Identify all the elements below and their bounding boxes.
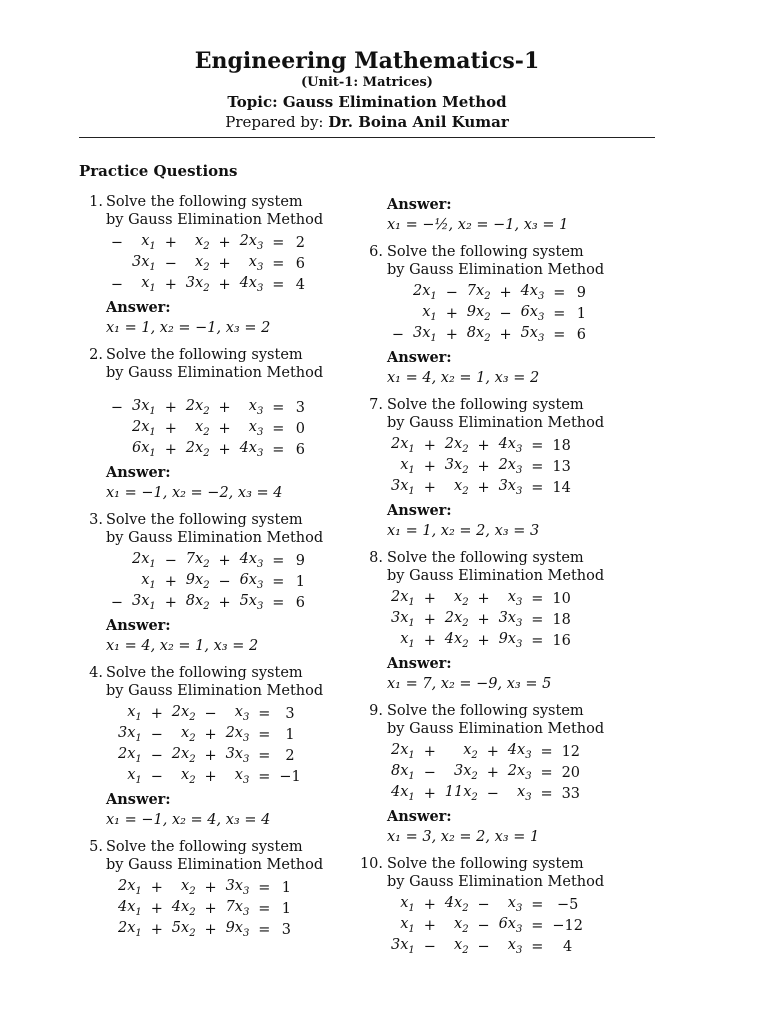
answer-label: Answer: xyxy=(387,655,452,672)
answer-value: x₁ = 1, x₂ = −1, x₃ = 2 xyxy=(106,320,271,336)
instruction-line-1: Solve the following system xyxy=(387,703,584,719)
instruction-line-2: by Gauss Elimination Method xyxy=(387,720,605,737)
instruction-line-2: by Gauss Elimination Method xyxy=(387,414,605,431)
instruction-line-2: by Gauss Elimination Method xyxy=(387,567,605,584)
question-6 xyxy=(355,244,655,389)
answer-label: Answer: xyxy=(106,791,171,808)
question-3 xyxy=(79,512,349,657)
equation-system: $2x_1$ + $x_2$ + $3x_3$ = 1 $4x_1$ + $4x_2$ + $7x_3$ = 1 $2x_1$ + $5x_2$ + $9x_3$ = 3 xyxy=(118,878,291,939)
question-number: 4. xyxy=(89,665,103,681)
equation-system: $x_1$ + $4x_2$ − $x_3$ = −5 $x_1$ + $x_2$ − $6x_3$ = −12 $3x_1$ − $x_2$ − $x_3$ = 4 xyxy=(391,895,583,956)
document-header xyxy=(0,48,734,132)
instruction-line-1: Solve the following system xyxy=(387,550,584,566)
instruction-line-1: Solve the following system xyxy=(106,347,303,363)
instruction-line-1: Solve the following system xyxy=(106,839,303,855)
question-number: 7. xyxy=(369,397,383,413)
instruction-line-2: by Gauss Elimination Method xyxy=(106,856,324,873)
unit-subtitle: (Unit-1: Matrices) xyxy=(301,75,433,90)
instruction-line-2: by Gauss Elimination Method xyxy=(106,529,324,546)
question-5 xyxy=(79,839,349,940)
equation-system: $2x_1$ + $x_2$ + $x_3$ = 10 $3x_1$ + $2x_2$ + $3x_3$ = 18 $x_1$ + $4x_2$ + $9x_3$ = 16 xyxy=(391,589,571,650)
prepared-prefix: Prepared by: xyxy=(225,113,324,131)
instruction-line-2: by Gauss Elimination Method xyxy=(106,364,324,381)
instruction-line-2: by Gauss Elimination Method xyxy=(387,873,605,890)
left-column xyxy=(79,194,349,948)
question-7 xyxy=(355,397,655,542)
section-title: Practice Questions xyxy=(79,162,238,180)
answer-label: Answer: xyxy=(387,808,452,825)
equation-system: $x_1$ + $2x_2$ − $x_3$ = 3 $3x_1$ − $x_2$ + $2x_3$ = 1 $2x_1$ − $2x_2$ + $3x_3$ = 2 $x_1$ − $x_2$ + $x_3$ = −1 xyxy=(118,704,301,786)
equation-system: $2x_1$ + $2x_2$ + $4x_3$ = 18 $x_1$ + $3x_2$ + $2x_3$ = 13 $3x_1$ + $x_2$ + $3x_3$ = 14 xyxy=(391,436,571,497)
question-number: 2. xyxy=(89,347,103,363)
question-number: 5. xyxy=(89,839,103,855)
question-1 xyxy=(79,194,349,339)
question-number: 8. xyxy=(369,550,383,566)
document-title: Engineering Mathematics-1 xyxy=(194,48,540,74)
equation-system: − $x_1$ + $x_2$ + $2x_3$ = 2 $3x_1$ − $x_2$ + $x_3$ = 6 − $x_1$ + $3x_2$ + $4x_3$ = 4 xyxy=(110,233,305,294)
instruction-line-2: by Gauss Elimination Method xyxy=(106,211,324,228)
answer-value: x₁ = 4, x₂ = 1, x₃ = 2 xyxy=(106,638,259,654)
answer-label: Answer: xyxy=(387,196,452,213)
answer-label: Answer: xyxy=(106,299,171,316)
instruction-line-1: Solve the following system xyxy=(387,397,584,413)
answer-label: Answer: xyxy=(387,349,452,366)
question-number: 9. xyxy=(369,703,383,719)
answer-value: x₁ = 1, x₂ = 2, x₃ = 3 xyxy=(387,523,540,539)
answer-label: Answer: xyxy=(387,502,452,519)
instruction-line-1: Solve the following system xyxy=(387,244,584,260)
author-name: Dr. Boina Anil Kumar xyxy=(328,113,509,131)
question-4 xyxy=(79,665,349,831)
right-column xyxy=(355,194,655,965)
answer-value: x₁ = 3, x₂ = 2, x₃ = 1 xyxy=(387,829,540,845)
instruction-line-1: Solve the following system xyxy=(387,856,584,872)
question-5-answer xyxy=(355,196,655,236)
instruction-line-2: by Gauss Elimination Method xyxy=(106,682,324,699)
equation-system: $2x_1$ + $x_2$ + $4x_3$ = 12 $8x_1$ − $3x_2$ + $2x_3$ = 20 $4x_1$ + $11x_2$ − $x_3$ = 33 xyxy=(391,742,581,803)
answer-value: x₁ = −1, x₂ = 4, x₃ = 4 xyxy=(106,812,271,828)
instruction-line-1: Solve the following system xyxy=(106,194,303,210)
prepared-by-line xyxy=(0,112,734,132)
question-8 xyxy=(355,550,655,695)
equation-system: − $3x_1$ + $2x_2$ + $x_3$ = 3 $2x_1$ + $x_2$ + $x_3$ = 0 $6x_1$ + $2x_2$ + $4x_3$ = 6 xyxy=(110,398,305,459)
instruction-line-1: Solve the following system xyxy=(106,512,303,528)
question-number: 3. xyxy=(89,512,103,528)
instruction-line-2: by Gauss Elimination Method xyxy=(387,261,605,278)
question-number: 1. xyxy=(89,194,103,210)
question-number: 10. xyxy=(359,856,383,872)
question-10 xyxy=(355,856,655,957)
header-divider xyxy=(79,137,655,138)
question-2 xyxy=(79,347,349,504)
answer-value: x₁ = 7, x₂ = −9, x₃ = 5 xyxy=(387,676,552,692)
question-number: 6. xyxy=(369,244,383,260)
answer-label: Answer: xyxy=(106,617,171,634)
topic-line: Topic: Gauss Elimination Method xyxy=(227,93,507,111)
equation-system: $2x_1$ − $7x_2$ + $4x_3$ = 9 $x_1$ + $9x_2$ − $6x_3$ = 1 − $3x_1$ + $8x_2$ + $5x_3$ = 6 xyxy=(110,551,305,612)
answer-value: x₁ = 4, x₂ = 1, x₃ = 2 xyxy=(387,370,540,386)
answer-label: Answer: xyxy=(106,464,171,481)
instruction-line-1: Solve the following system xyxy=(106,665,303,681)
equation-system: $2x_1$ − $7x_2$ + $4x_3$ = 9 $x_1$ + $9x_2$ − $6x_3$ = 1 − $3x_1$ + $8x_2$ + $5x_3$ = 6 xyxy=(391,283,586,344)
question-9 xyxy=(355,703,655,848)
answer-value: x₁ = −½, x₂ = −1, x₃ = 1 xyxy=(387,217,569,233)
answer-value: x₁ = −1, x₂ = −2, x₃ = 4 xyxy=(106,485,283,501)
